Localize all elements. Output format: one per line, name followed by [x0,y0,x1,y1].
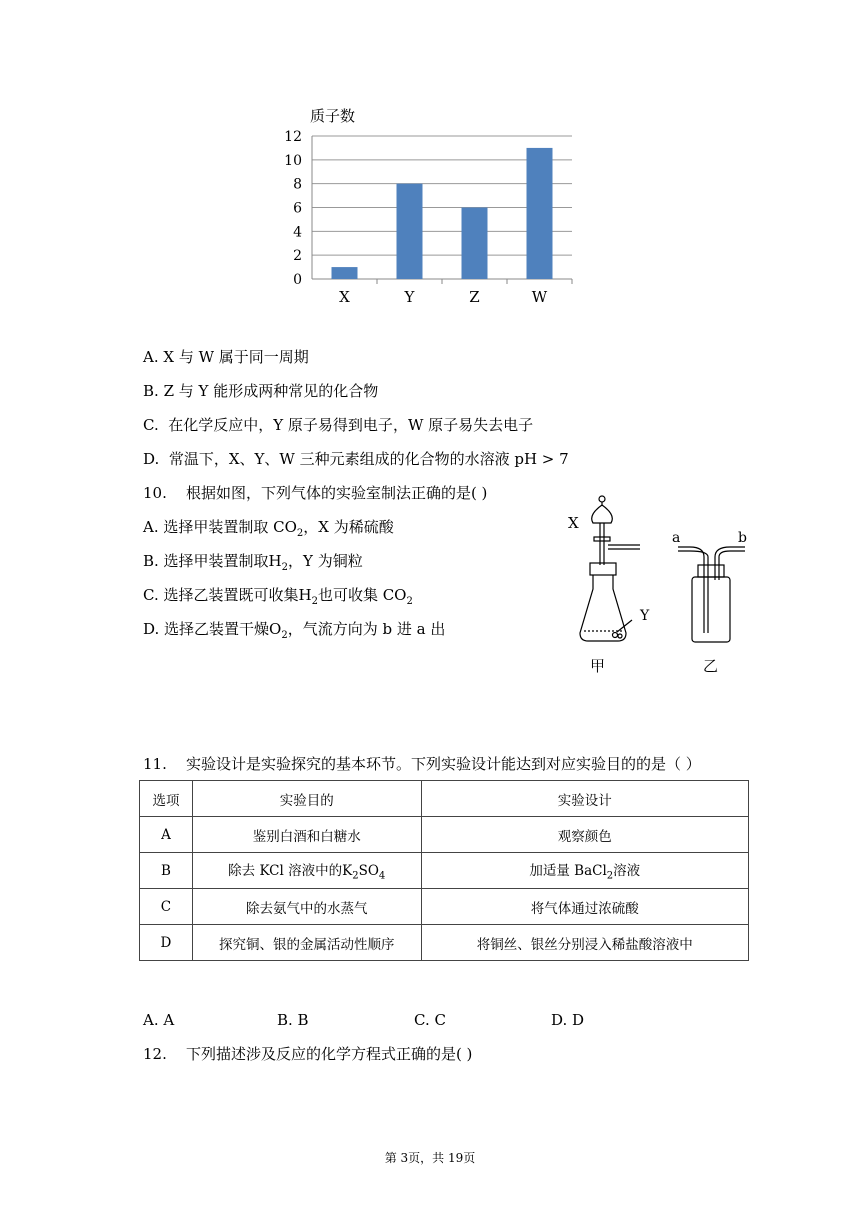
q10-option-a: A. 选择甲装置制取 $CO_2$，X 为稀硫酸 [143,518,394,539]
q9-option-a: A. X 与 W 属于同一周期 [143,348,309,366]
q10-option-b: B. 选择甲装置制取$H_2$，Y 为铜粒 [143,552,363,573]
label-b: b [738,530,747,546]
page-footer: 第 3页，共 19页 [384,1151,476,1165]
q9-option-d: D. 常温下，X、Y、W 三种元素组成的化合物的水溶液 pH > 7 [143,450,569,468]
separatory-funnel [592,505,613,523]
bar-z [462,208,488,280]
experiment-table [139,780,749,961]
bar-w [527,148,553,279]
bar-y [397,184,423,279]
q12-stem: 12. 下列描述涉及反应的化学方程式正确的是( ) [143,1045,473,1063]
y-axis-label: 质子数 [310,107,356,125]
y-tick-label: 6 [293,200,302,217]
q9-option-c: C. 在化学反应中，Y 原子易得到电子，W 原子易失去电子 [143,416,534,434]
table-row: D 探究铜、银的金属活动性顺序 将铜丝、银丝分别浸入稀盐酸溶液中 [140,925,749,961]
table-row: C 除去氨气中的水蒸气 将气体通过浓硫酸 [140,889,749,925]
table-row: A 鉴别白酒和白糖水 观察颜色 [140,817,749,853]
y-tick-label: 10 [284,152,302,169]
label-a: a [672,530,681,546]
q11-answer-b: B. B [277,1011,309,1029]
x-tick-label: W [531,288,548,306]
proton-number-chart [280,100,590,315]
header-option: 选项 [140,781,193,817]
funnel-stopper [599,496,605,502]
conical-flask [580,575,626,641]
y-tick-label: 8 [293,176,302,193]
q11-answer-d: D. D [551,1011,585,1029]
x-tick-label: X [339,288,350,306]
y-tick-label: 0 [293,272,302,288]
q11-answer-a: A. A [143,1011,175,1029]
bar-x [332,267,358,279]
y-tick-label: 2 [293,248,302,265]
table-row: B 除去 KCl 溶液中的$K_2SO_4$ 加适量 BaCl$_2$溶液 [140,853,749,889]
label-x: X [568,514,579,532]
label-yi: 乙 [703,657,719,675]
header-goal: 实验目的 [192,781,421,817]
x-tick-label: Z [469,288,480,306]
q9-option-b: B. Z 与 Y 能形成两种常见的化合物 [143,382,379,400]
q10-option-c: C. 选择乙装置既可收集$H_2$也可收集 $CO_2$ [143,586,413,607]
apparatus-figure [560,485,760,680]
q10-option-d: D. 选择乙装置干燥$O_2$，气流方向为 b 进 a 出 [143,620,446,641]
label-jia: 甲 [590,657,606,675]
q11-stem: 11. 实验设计是实验探究的基本环节。下列实验设计能达到对应实验目的的是（ ） [143,755,701,773]
table-header-row [140,781,749,817]
x-tick-label: Y [404,288,415,306]
header-design: 实验设计 [421,781,748,817]
gas-bottle [692,577,730,642]
y-tick-label: 4 [293,224,302,241]
label-y: Y [640,608,650,624]
q10-stem: 10. 根据如图，下列气体的实验室制法正确的是( ) [143,484,488,502]
q11-answer-c: C. C [414,1011,446,1029]
y-tick-label: 12 [284,129,302,145]
